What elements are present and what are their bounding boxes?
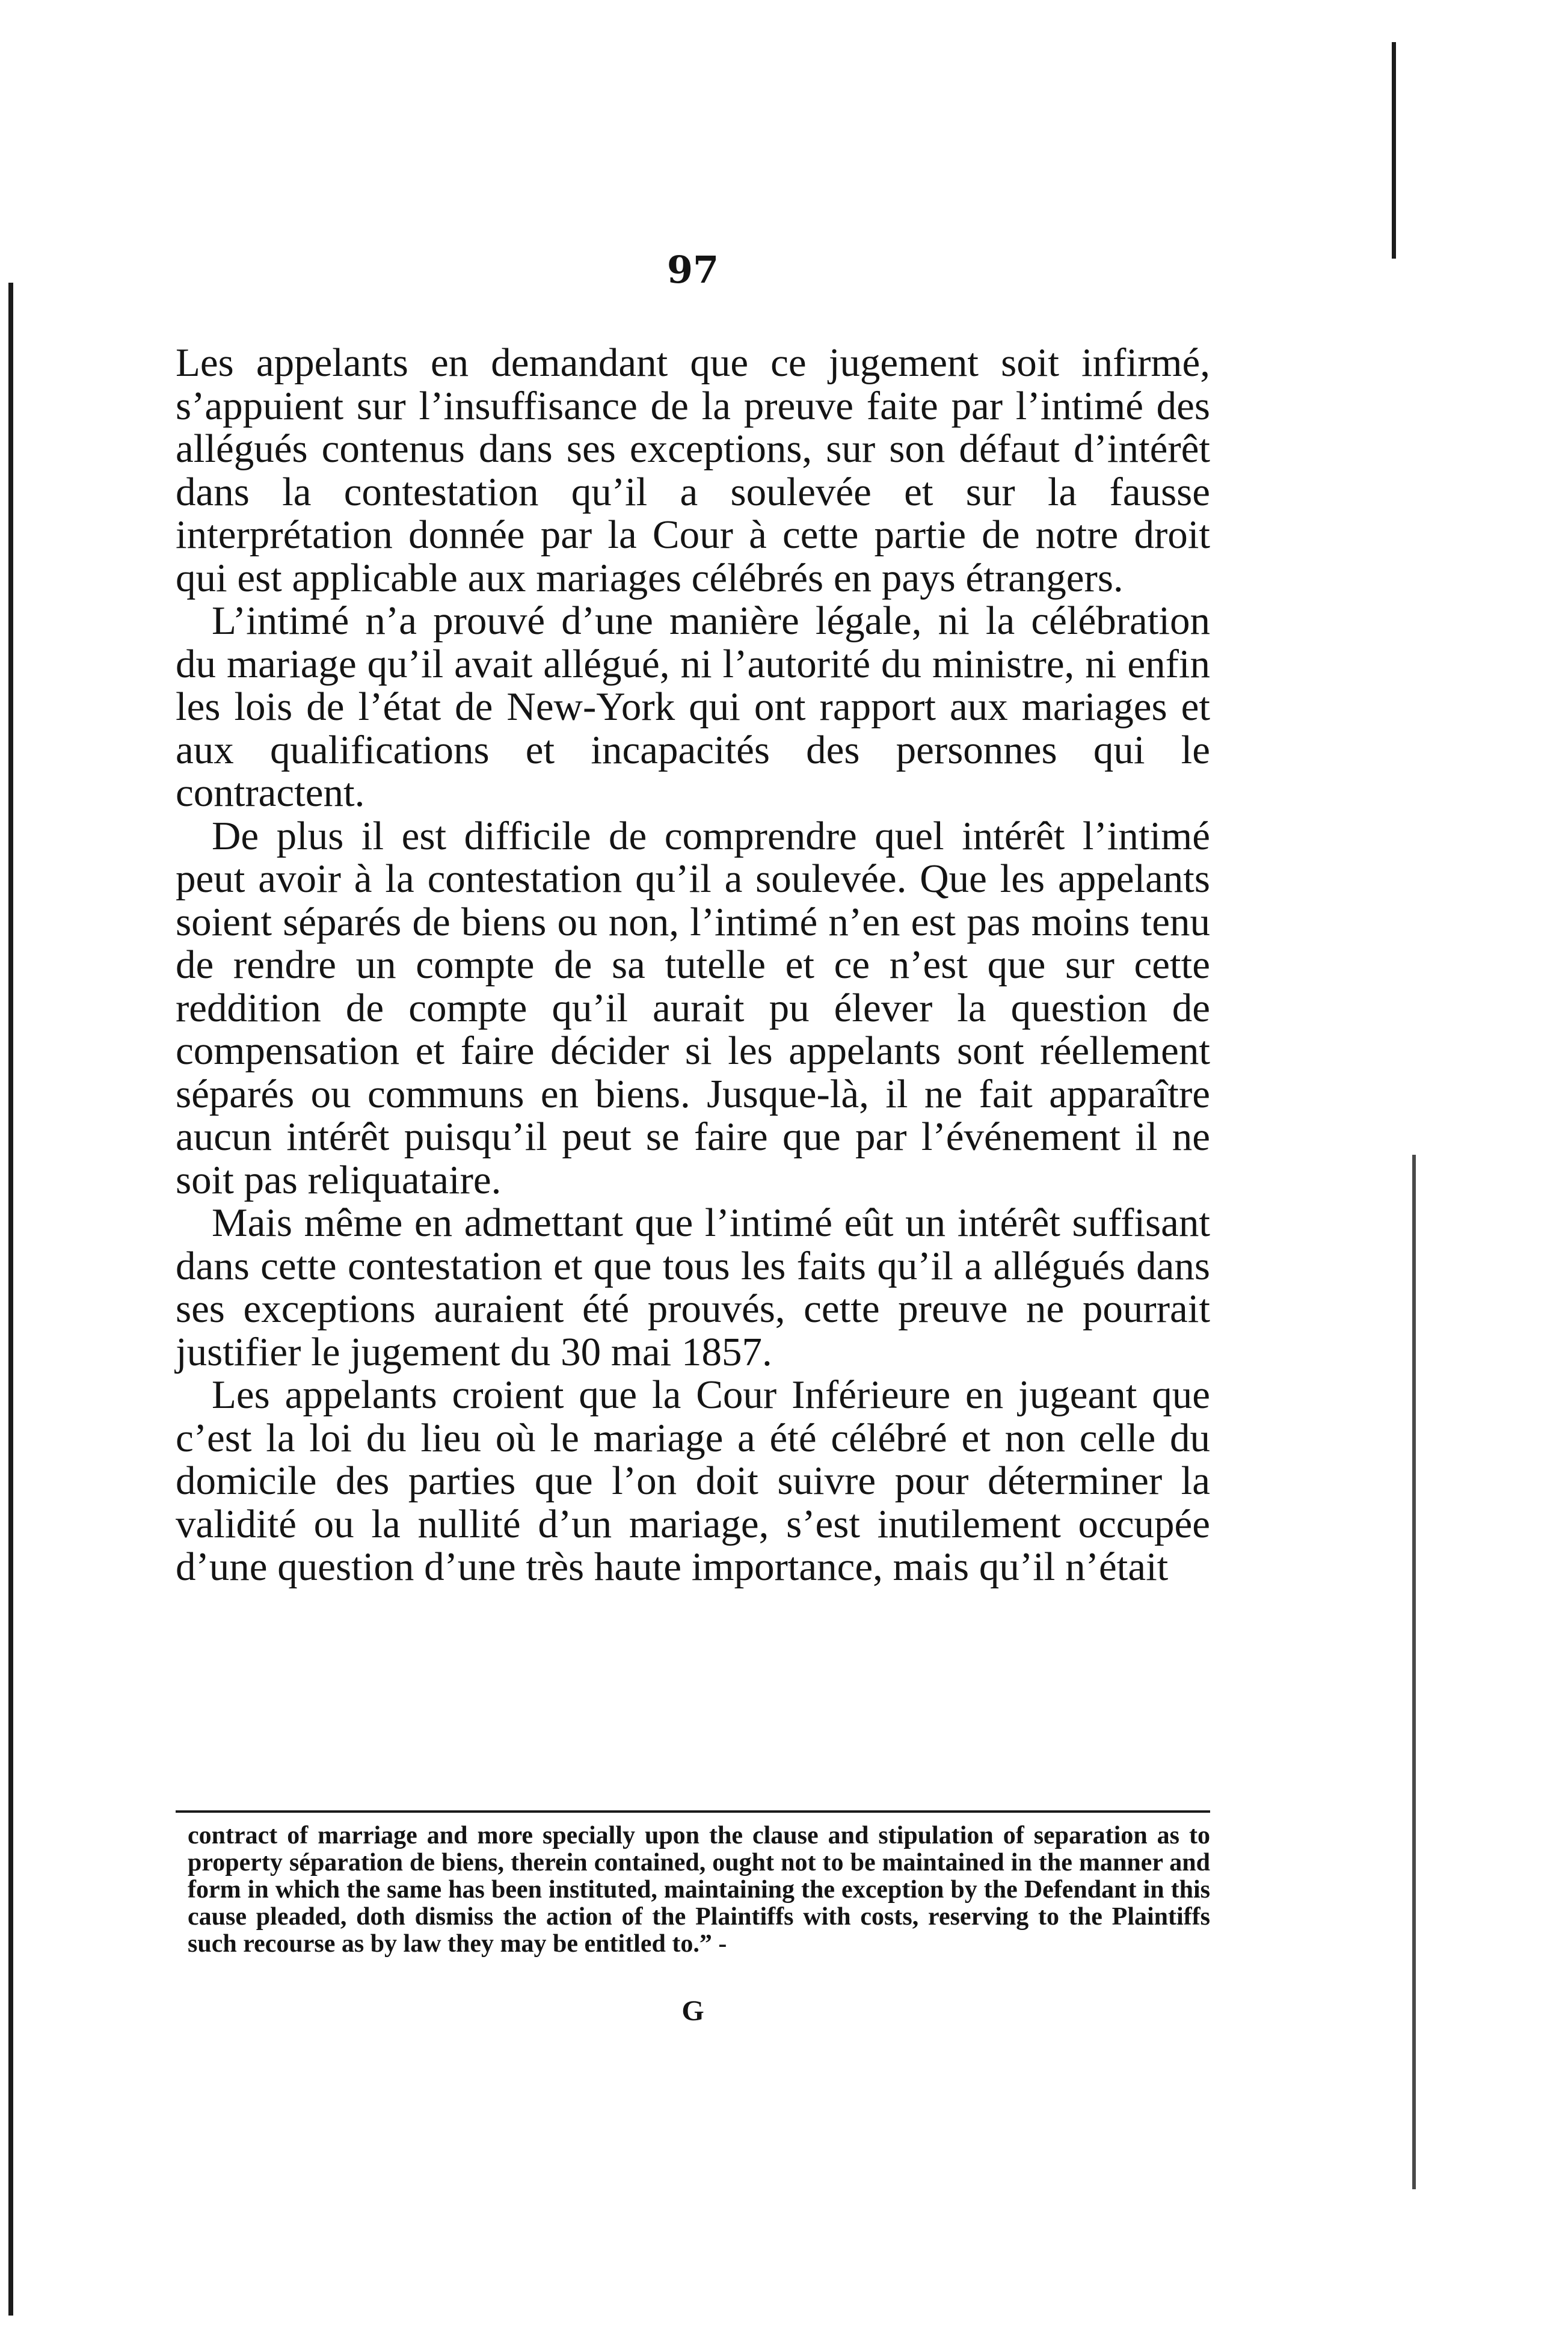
body-text [176, 342, 1210, 1589]
paragraph: De plus il est difficile de comprendre quel intérêt l’intimé peut avoir à la contestation qu’il a soulevée. Que les appelants soient séparés de biens ou non, l’intimé n’en est pas moins tenu de rendre un compte de sa tutelle et ce n’est que sur cette reddition de compte qu’il aurait pu élever la question de compensation et faire décider si les appelants sont réellement séparés ou communs en biens. Jusque-là, il ne fait apparaître aucun intérêt puisqu’il peut se faire que par l’événement il ne soit pas reliquataire. [176, 813, 1210, 1202]
scan-edge-right-top [1392, 42, 1396, 259]
paragraph: Les appelants croient que la Cour Inférieure en jugeant que c’est la loi du lieu où le mariage a été célébré et non celle du domicile des parties que l’on doit suivre pour déterminer la validité ou la nullité d’un mariage, s’est inutilement occupée d’une question d’une très haute importance, mais qu’il n’était [176, 1372, 1210, 1589]
scan-edge-left [8, 283, 13, 2316]
book-page [176, 0, 1210, 2339]
paragraph: Les appelants en demandant que ce jugement soit infirmé, s’appuient sur l’insuffisance de la preuve faite par l’intimé des allégués contenus dans ses exceptions, sur son défaut d’intérêt dans la contestation qu’il a soulevée et sur la fausse interprétation donnée par la Cour à cette partie de notre droit qui est applicable aux mariages célébrés en pays étrangers. [176, 340, 1210, 600]
scan-edge-right-bottom [1412, 1155, 1416, 2189]
footnote-divider [176, 1810, 1210, 1813]
footnote: contract of marriage and more specially upon the clause and stipulation of separation as to property séparation de biens, therein contained, ought not to be maintained in the manner and form in which the same has been instituted, maintaining the exception by the Defendant in this cause pleaded, doth dismiss the action of the Plaintiffs with costs, reserving to the Plaintiffs such recourse as by law they may be entitled to.” - [188, 1822, 1210, 1958]
paragraph: Mais même en admettant que l’intimé eût un intérêt suffisant dans cette contestation et que tous les faits qu’il a allégués dans ses exceptions auraient été prouvés, cette preuve ne pourrait justifier le jugement du 30 mai 1857. [176, 1200, 1210, 1374]
page-number: 97 [666, 248, 719, 292]
signature-mark: G [681, 1995, 704, 2027]
paragraph: L’intimé n’a prouvé d’une manière légale, ni la célébration du mariage qu’il avait allégué, ni l’autorité du ministre, ni enfin les lois de l’état de New-York qui ont rapport aux mariages et aux qualifications et incapacités des personnes qui le contractent. [176, 598, 1210, 815]
